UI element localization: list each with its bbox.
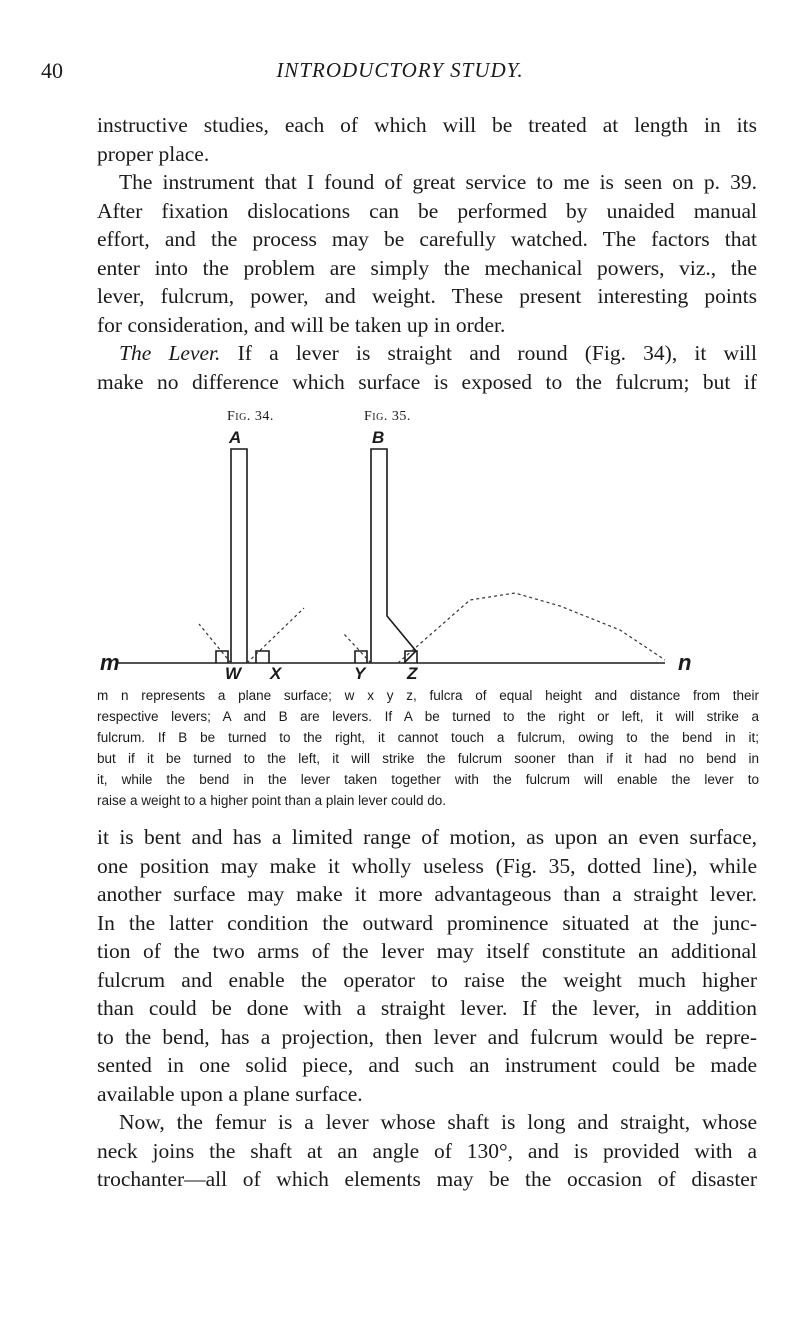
- fulcrum-z-letter: Z: [407, 664, 418, 683]
- text-run: If a lever is straight and round (Fig. 34), it will: [220, 341, 757, 365]
- fulcrum-w-letter: W: [225, 664, 242, 683]
- caption-line: respective levers; A and B are levers. If A be turned to the right or left, it will strike a: [97, 709, 759, 724]
- text-line: another surface may make it more advantageous than a straight lever.: [97, 882, 757, 906]
- text-line: Now, the femur is a lever whose shaft is long and straight, whose: [119, 1110, 757, 1134]
- running-head: INTRODUCTORY STUDY.: [276, 58, 524, 82]
- text-line: In the latter condition the outward prominence situated at the junc-: [97, 910, 757, 935]
- caption-line: but if it be turned to the left, it will strike the fulcrum sooner than if it had no bend in: [97, 751, 759, 766]
- text-line: than could be done with a straight lever. If the lever, in addition: [97, 996, 757, 1020]
- text-line: neck joins the shaft at an angle of 130°, and is provided with a: [97, 1138, 757, 1163]
- text-line: The instrument that I found of great service to me is seen on p. 39.: [119, 170, 757, 194]
- figure-34-label: Fig. 34.: [227, 409, 274, 424]
- caption-line: fulcrum. If B be turned to the right, it cannot touch a fulcrum, owing to the bend in it;: [97, 730, 759, 745]
- text-line: one position may make it wholly useless (Fig. 35, dotted line), while: [97, 853, 757, 878]
- fulcrum-y-letter: Y: [354, 664, 366, 683]
- text-line: effort, and the process may be carefully watched. The factors that: [97, 227, 757, 251]
- page-number: 40: [41, 58, 63, 83]
- text-line: available upon a plane surface.: [97, 1081, 363, 1106]
- lever-b: [371, 449, 416, 663]
- text-line: make no difference which surface is exposed to the fulcrum; but if: [97, 369, 757, 394]
- lever-a-letter: A: [229, 428, 242, 447]
- text-line: trochanter—all of which elements may be the occasion of disaster: [97, 1167, 757, 1191]
- text-line: lever, fulcrum, power, and weight. These present interesting points: [97, 284, 757, 308]
- caption-line: it, while the bend in the lever taken together with the fulcrum will enable the lever to: [97, 772, 759, 787]
- lever-a: [231, 449, 247, 663]
- text-line: to the bend, has a projection, then lever and fulcrum would be repre-: [97, 1024, 757, 1049]
- figure-35-label: Fig. 35.: [364, 409, 411, 424]
- text-line: sented in one solid piece, and such an instrument could be made: [97, 1053, 757, 1077]
- lever-b-letter: B: [372, 428, 385, 447]
- text-line: fulcrum and enable the operator to raise the weight much higher: [97, 967, 757, 992]
- section-heading-lever: The Lever.: [119, 341, 221, 365]
- surface-m-letter: m: [100, 650, 120, 675]
- lever-a-tilt-left: [199, 624, 231, 663]
- text-line: proper place.: [97, 141, 210, 166]
- text-line: it is bent and has a limited range of motion, as upon an even surface,: [97, 825, 757, 849]
- caption-line: raise a weight to a higher point than a plain lever could do.: [97, 793, 446, 808]
- lever-b-tilt-left: [343, 633, 371, 663]
- text-line: enter into the problem are simply the mechanical powers, viz., the: [97, 255, 757, 280]
- paragraph-5: [97, 1108, 757, 1194]
- fulcrum-x-letter: X: [270, 664, 282, 683]
- figure-caption: [97, 685, 759, 811]
- surface-n-letter: n: [678, 650, 692, 675]
- caption-line: m n represents a plane surface; w x y z, fulcra of equal height and distance from their: [97, 688, 759, 703]
- lever-b-tilt-right: [398, 593, 665, 663]
- text-line: tion of the two arms of the lever may itself constitute an additional: [97, 939, 757, 963]
- text-line: for consideration, and will be taken up in order.: [97, 312, 506, 337]
- text-line: instructive studies, each of which will be treated at length in its: [97, 113, 757, 137]
- paragraph-4: [97, 823, 757, 1108]
- text-line: After fixation dislocations can be performed by unaided manual: [97, 198, 757, 223]
